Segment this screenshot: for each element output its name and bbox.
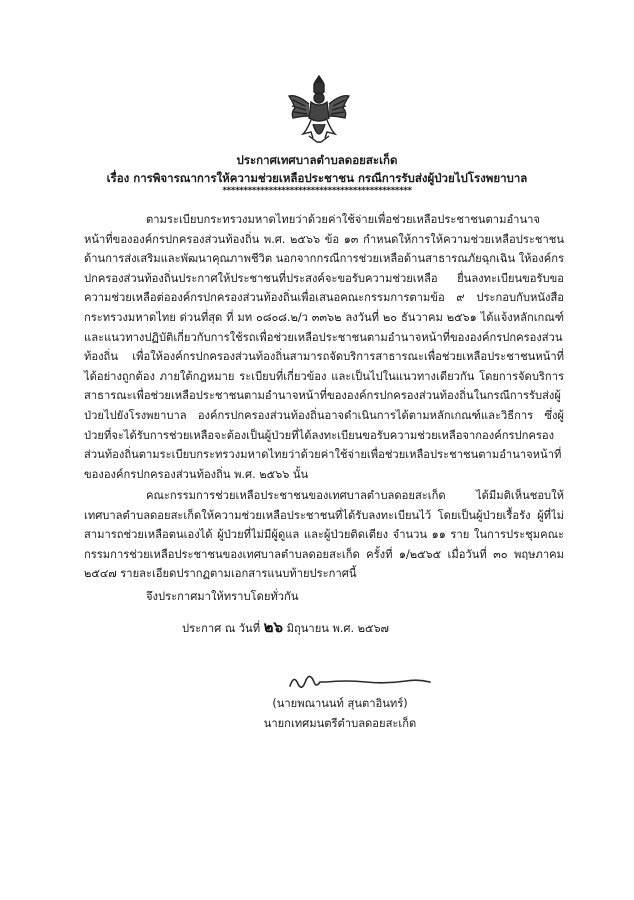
paragraph-2-text: คณะกรรมการช่วยเหลือประชาชนของเทศบาลตำบลดอยสะเก็ด ได้มีมติเห็นชอบให้เทศบาลตำบลดอยสะเก็ดให้ความช่วยเหลือประชาชนที่ได้รับลงทะเบียนไว้ โดยเป็นผู้ป่วยเรื้อรัง ผู้ที่ไม่สามารถช่วยเหลือตนเองได้ ผู้ป่วยที่ไม่มีผู้ดูแล และผู้ป่วยติดเตียง จำนวน ๑๑ ราย ในการประชุมคณะกรรมการช่วยเหลือประชาชนของเทศบาลตำบลดอยสะเก็ด ครั้งที่ ๑/๒๕๖๕ เมื่อวันที่ ๓๐ พฤษภาคม ๒๕๔๗ รายละเอียดปรากฏตามเอกสารแนบท้ายประกาศนี้ [84, 489, 564, 581]
body-paragraph-1 [84, 210, 564, 484]
signatory-position: นายกเทศมนตรีตำบลดอยสะเก็ด [263, 717, 417, 730]
closing-statement: จึงประกาศมาให้ทราบโดยทั่วกัน [146, 590, 299, 603]
title-divider: ********************************************* [222, 186, 412, 196]
garuda-emblem-icon [287, 72, 351, 146]
paragraph-1-text: ตามระเบียบกระทรวงมหาดไทยว่าด้วยค่าใช้จ่ายเพื่อช่วยเหลือประชาชนตามอำนาจหน้าที่ขององค์กรปกครองส่วนท้องถิ่น พ.ศ. ๒๕๖๖ ข้อ ๑๓ กำหนดให้การให้ความช่วยเหลือประชาชนด้านการส่งเสริมและพัฒนาคุณภาพชีวิต นอกจากกรณีการช่วยเหลือด้านสาธารณภัยฉุกเฉิน ให้องค์กรปกครองส่วนท้องถิ่นประกาศให้ประชาชนที่ประสงค์จะขอรับความช่วยเหลือ ยื่นลงทะเบียนขอรับขอความช่วยเหลือต่อองค์กรปกครองส่วนท้องถิ่นเพื่อเสนอคณะกรรมการตามข้อ ๙ ประกอบกับหนังสือกระทรวงมหาดไทย ด่วนที่สุด ที่ มท ๐๘๐๘.๒/ว ๓๓๖๒ ลงวันที่ ๒๐ ธันวาคม ๒๕๖๑ ได้แจ้งหลักเกณฑ์และแนวทางปฏิบัติเกี่ยวกับการใช้รถเพื่อช่วยเหลือประชาชนตามอำนาจหน้าที่ขององค์กรปกครองส่วนท้องถิ่น เพื่อให้องค์กรปกครองส่วนท้องถิ่นสามารถจัดบริการสาธารณะเพื่อช่วยเหลือประชาชนหน้าที่ได้อย่างถูกต้อง ภายใต้กฎหมาย ระเบียบที่เกี่ยวข้อง และเป็นไปในแนวทางเดียวกัน โดยการจัดบริการสาธารณะเพื่อช่วยเหลือประชาชนตามอำนาจหน้าที่ขององค์กรปกครองส่วนท้องถิ่นในกรณีการรับส่งผู้ป่วยไปยังโรงพยาบาล องค์กรปกครองส่วนท้องถิ่นอาจดำเนินการได้ตามหลักเกณฑ์และวิธีการ ซึ่งผู้ป่วยที่จะได้รับการช่วยเหลือจะต้องเป็นผู้ป่วยที่ได้ลงทะเบียนขอรับความช่วยเหลือจากองค์กรปกครองส่วนท้องถิ่นตามระเบียบกระทรวงมหาดไทยว่าด้วยค่าใช้จ่ายเพื่อช่วยเหลือประชาชนตามอำนาจหน้าที่ขององค์กรปกครองส่วนท้องถิ่น พ.ศ. ๒๕๖๖ นั้น [84, 213, 564, 481]
announcement-date [182, 615, 389, 639]
body-paragraph-2 [84, 486, 564, 584]
announcement-subject: เรื่อง การพิจารณาการให้ความช่วยเหลือประชาชน กรณีการรับส่งผู้ป่วยไปโรงพยาบาล [106, 171, 528, 185]
date-day: ๒๖ [263, 618, 284, 636]
date-prefix: ประกาศ ณ วันที่ [182, 622, 261, 635]
announcement-title: ประกาศเทศบาลตำบลดอยสะเก็ด [236, 153, 398, 167]
signatory-name: (นายพณานนท์ สุนตาอินทร์) [272, 697, 408, 710]
date-month-year: มิถุนายน พ.ศ. ๒๕๖๗ [286, 622, 389, 635]
